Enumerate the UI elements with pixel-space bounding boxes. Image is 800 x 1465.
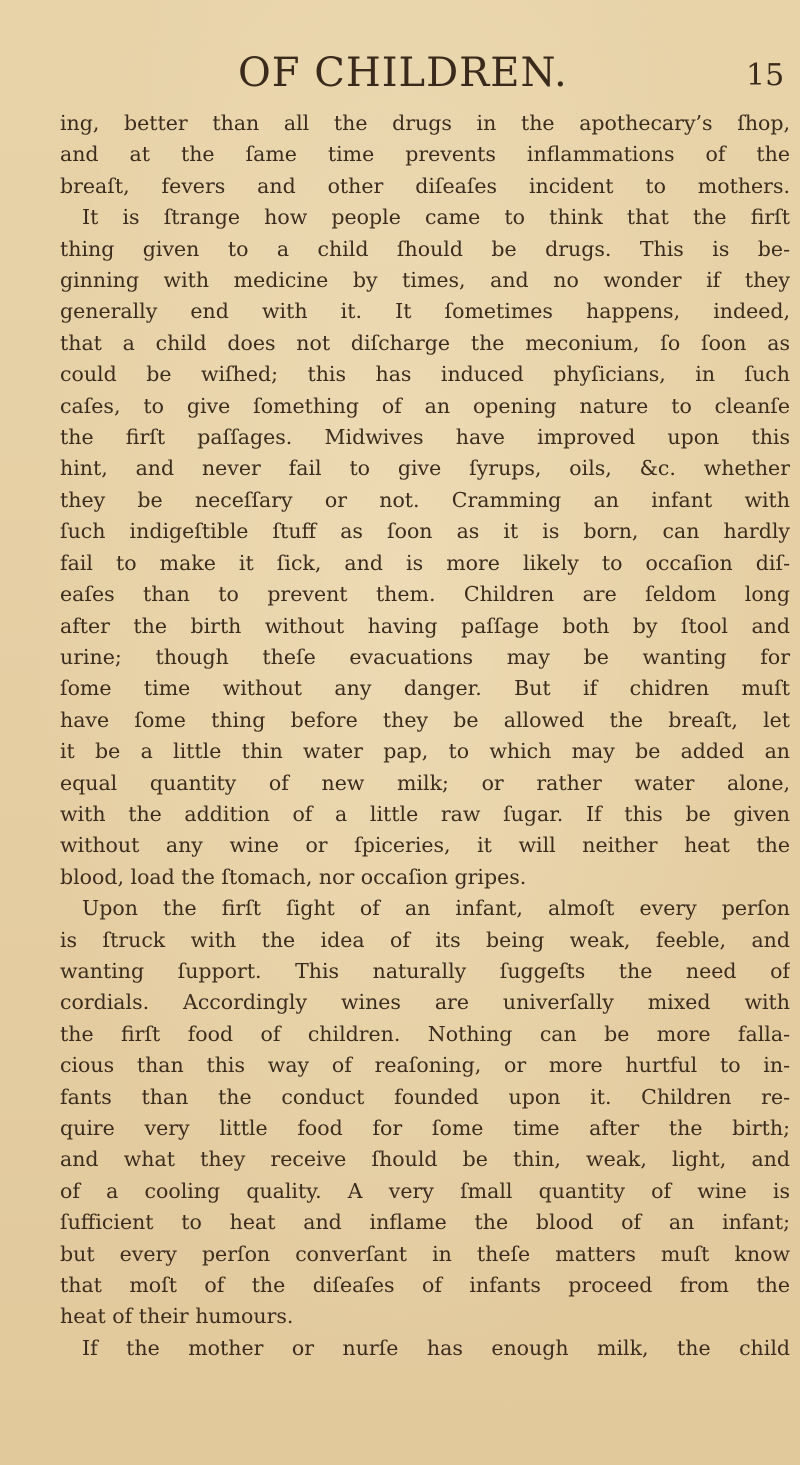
text-line: ſome time without any danger. But if chidren muſt bbox=[60, 676, 790, 701]
text-line: hint, and never fail to give ſyrups, oils, &c. whether bbox=[60, 456, 790, 481]
text-line: eaſes than to prevent them. Children are ſeldom long bbox=[60, 582, 790, 607]
text-line: and at the ſame time prevents inflammations of the bbox=[60, 142, 790, 167]
text-line: they be neceſſary or not. Cramming an infant with bbox=[60, 487, 790, 512]
text-line: equal quantity of new milk; or rather water alone, bbox=[60, 770, 790, 795]
text-line: of a cooling quality. A very ſmall quantity of wine is bbox=[60, 1178, 790, 1203]
text-line: the firſt food of children. Nothing can be more falla- bbox=[60, 1021, 790, 1046]
text-line: is ſtruck with the idea of its being weak, feeble, and bbox=[60, 927, 790, 952]
running-head-title: OF CHILDREN. bbox=[238, 50, 568, 96]
text-line: cordials. Accordingly wines are univerſally mixed with bbox=[60, 990, 790, 1015]
text-line: Upon the firſt ſight of an infant, almoſt every perſon bbox=[82, 896, 790, 921]
text-line: quire very little food for ſome time after the birth; bbox=[60, 1116, 790, 1140]
text-line: breaſt, fevers and other diſeaſes incident to mothers. bbox=[60, 173, 790, 198]
text-line: urine; though theſe evacuations may be wanting for bbox=[60, 644, 790, 669]
text-line: fail to make it ſick, and is more likely to occaſion diſ- bbox=[60, 550, 790, 575]
text-line: heat of their humours. bbox=[60, 1304, 294, 1329]
running-head bbox=[0, 36, 800, 96]
text-line: that a child does not diſcharge the meconium, ſo ſoon as bbox=[60, 330, 790, 355]
text-line: ing, better than all the drugs in the apothecary’s ſhop, bbox=[60, 111, 790, 135]
text-line: could be wiſhed; this has induced phyſicians, in ſuch bbox=[60, 362, 790, 387]
text-line: caſes, to give ſomething of an opening nature to cleanſe bbox=[60, 393, 790, 418]
text-line: it be a little thin water pap, to which may be added an bbox=[60, 739, 790, 764]
text-line: that moſt of the diſeaſes of infants proceed from the bbox=[60, 1273, 790, 1298]
text-line: have ſome thing before they be allowed the breaſt, let bbox=[60, 707, 790, 732]
text-line: generally end with it. It ſometimes happens, indeed, bbox=[60, 299, 790, 324]
text-line: blood, load the ſtomach, nor occaſion gripes. bbox=[60, 864, 527, 889]
text-line: and what they receive ſhould be thin, weak, light, and bbox=[60, 1147, 790, 1172]
body-text bbox=[60, 108, 790, 1364]
text-line: with the addition of a little raw ſugar. If this be given bbox=[60, 801, 790, 826]
text-line: ſuch indigeſtible ſtuff as ſoon as it is born, can hardly bbox=[60, 519, 790, 544]
text-line: ginning with medicine by times, and no wonder if they bbox=[60, 268, 790, 293]
text-line: ſufficient to heat and inflame the blood of an infant; bbox=[60, 1210, 790, 1235]
text-line: fants than the conduct founded upon it. Children re- bbox=[60, 1084, 790, 1109]
text-line: the firſt paſſages. Midwives have improved upon this bbox=[60, 425, 790, 450]
text-line: It is ſtrange how people came to think that the firſt bbox=[82, 205, 790, 230]
text-line: after the birth without having paſſage both by ſtool and bbox=[60, 613, 790, 638]
text-line: thing given to a child ſhould be drugs. This is be- bbox=[60, 236, 790, 261]
text-line: wanting ſupport. This naturally ſuggeſts the need of bbox=[60, 958, 790, 983]
text-line: cious than this way of reaſoning, or more hurtful to in- bbox=[60, 1053, 790, 1078]
page-number: 15 bbox=[746, 58, 785, 93]
text-line: but every perſon converſant in theſe matters muſt know bbox=[60, 1241, 790, 1266]
text-line: without any wine or ſpiceries, it will neither heat the bbox=[60, 833, 790, 858]
text-line: If the mother or nurſe has enough milk, the child bbox=[82, 1335, 790, 1360]
